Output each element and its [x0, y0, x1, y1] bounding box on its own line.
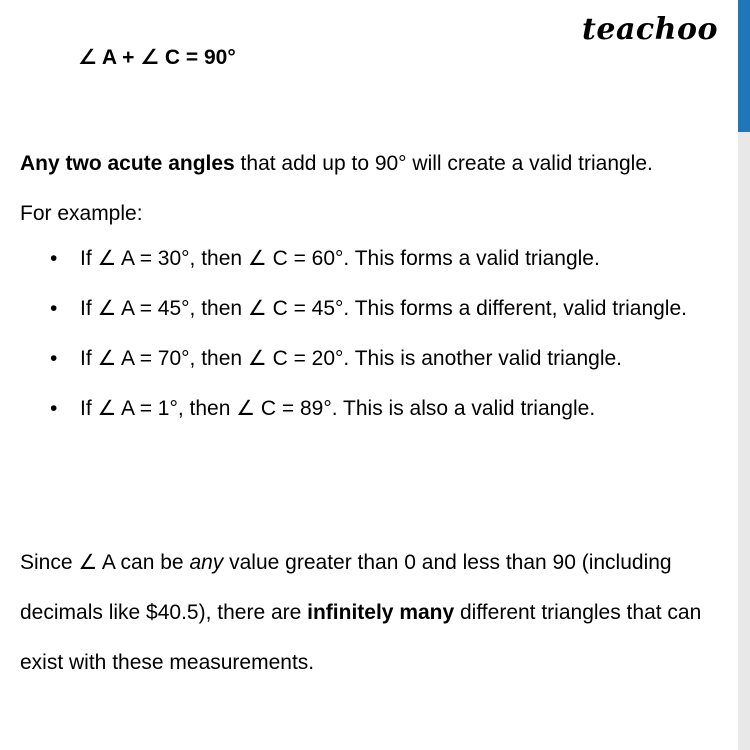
list-item: • If ∠ A = 30°, then ∠ C = 60°. This forms a valid triangle.: [30, 234, 730, 284]
conclusion-emphasis: any: [189, 551, 224, 574]
scrollbar-thumb[interactable]: [738, 0, 750, 132]
scrollbar[interactable]: [738, 0, 750, 750]
conclusion-paragraph: [20, 538, 732, 688]
examples-list: [30, 234, 730, 434]
intro-bold-phrase: Any two acute angles: [20, 152, 235, 175]
conclusion-bold-phrase: infinitely many: [307, 601, 455, 624]
conclusion-part1: Since ∠ A can be: [20, 551, 190, 574]
intro-line2: For example:: [20, 202, 143, 225]
list-item: • If ∠ A = 45°, then ∠ C = 45°. This forms a different, valid triangle.: [30, 284, 730, 334]
angle-equation: ∠ A + ∠ C = 90°: [78, 46, 236, 69]
teachoo-logo: teachoo: [582, 12, 718, 47]
list-item: • If ∠ A = 1°, then ∠ C = 89°. This is also a valid triangle.: [30, 384, 730, 434]
conclusion-part2: value greater than 0 and less than 90 (including decimals like $40.5), there are: [20, 551, 672, 624]
intro-paragraph: [20, 139, 732, 239]
intro-rest: that add up to 90° will create a valid triangle.: [234, 152, 653, 175]
conclusion-part3: different triangles that can exist with these measurements.: [20, 601, 702, 674]
list-item: • If ∠ A = 70°, then ∠ C = 20°. This is another valid triangle.: [30, 334, 730, 384]
